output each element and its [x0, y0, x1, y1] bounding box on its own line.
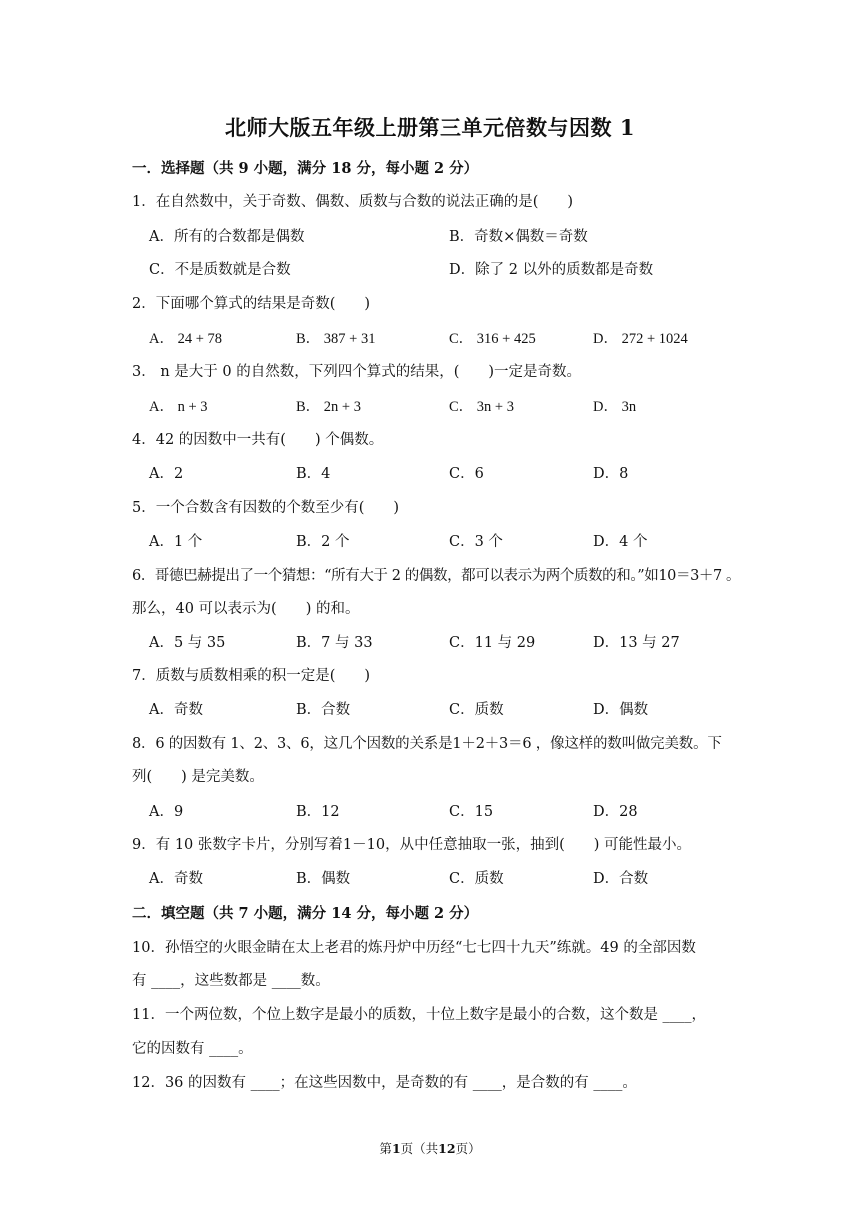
question-8-option-a: A．9	[149, 804, 184, 820]
question-1-option-b: B．奇数×偶数＝奇数	[449, 229, 588, 245]
question-2-option-a: A． 24 + 78	[149, 331, 223, 347]
question-4-stem: 4．42 的因数中一共有( ) 个偶数。	[132, 432, 384, 448]
section-heading-fill-in: 二．填空题（共 7 小题，满分 14 分，每小题 2 分）	[132, 905, 479, 922]
page-footer	[0, 1139, 860, 1157]
question-8-option-d: D．28	[593, 804, 638, 820]
question-11-line-1: 11．一个两位数，个位上数字是最小的质数，十位上数字是最小的合数，这个数是 ____，	[132, 1007, 707, 1023]
question-1-option-c: C．不是质数就是合数	[149, 262, 291, 278]
question-1-option-d: D．除了 2 以外的质数都是奇数	[449, 262, 654, 278]
question-10-line-1: 10．孙悟空的火眼金睛在太上老君的炼丹炉中历经“七七四十九天”练就。49 的全部因数	[132, 940, 696, 956]
footer-total-pages: 12	[438, 1141, 456, 1156]
question-5-option-c: C．3 个	[449, 534, 503, 550]
question-5-option-a: A．1 个	[149, 534, 203, 550]
question-6-option-a: A．5 与 35	[149, 635, 226, 651]
question-9-stem: 9．有 10 张数字卡片，分别写着1－10，从中任意抽取一张，抽到( ) 可能性最小。	[132, 837, 691, 853]
question-10-line-2: 有 ____，这些数都是 ____数。	[132, 973, 330, 989]
question-6-option-b: B．7 与 33	[296, 635, 373, 651]
question-2-option-c: C． 316 + 425	[449, 331, 536, 347]
question-7-stem: 7．质数与质数相乘的积一定是( )	[132, 668, 371, 684]
question-8-option-b: B．12	[296, 804, 340, 820]
question-3-option-b: B． 2n + 3	[296, 399, 361, 415]
question-7-option-d: D．偶数	[593, 702, 649, 718]
question-3-option-d: D． 3n	[593, 399, 637, 415]
question-4-option-d: D．8	[593, 466, 629, 482]
question-7-option-b: B．合数	[296, 702, 351, 718]
question-2-option-d: D． 272 + 1024	[593, 331, 688, 347]
question-11-line-2: 它的因数有 ____。	[132, 1041, 253, 1057]
question-3-stem: 3． n 是大于 0 的自然数，下列四个算式的结果，( )一定是奇数。	[132, 364, 582, 380]
question-4-option-b: B．4	[296, 466, 331, 482]
footer-page-number: 1	[391, 1141, 401, 1156]
question-9-option-d: D．合数	[593, 871, 649, 887]
question-2-option-b: B． 387 + 31	[296, 331, 376, 347]
question-2-stem: 2．下面哪个算式的结果是奇数( )	[132, 296, 371, 312]
question-9-option-b: B．偶数	[296, 871, 351, 887]
question-6-option-c: C．11 与 29	[449, 635, 536, 651]
question-6-stem-line-1: 6．哥德巴赫提出了一个猜想：“所有大于 2 的偶数，都可以表示为两个质数的和。”如10＝3＋7 。	[132, 568, 741, 584]
question-8-stem-line-2: 列( ) 是完美数。	[132, 769, 264, 785]
question-8-option-c: C．15	[449, 804, 494, 820]
question-5-option-d: D．4 个	[593, 534, 648, 550]
question-6-option-d: D．13 与 27	[593, 635, 680, 651]
question-9-option-c: C．质数	[449, 871, 504, 887]
question-6-stem-line-2: 那么，40 可以表示为( ) 的和。	[132, 601, 360, 617]
question-7-option-a: A．奇数	[149, 702, 203, 718]
document-title: 北师大版五年级上册第三单元倍数与因数 1	[225, 115, 635, 140]
footer-prefix: 第	[379, 1141, 392, 1156]
question-5-option-b: B．2 个	[296, 534, 350, 550]
question-8-stem-line-1: 8．6 的因数有 1、2、3、6，这几个因数的关系是1＋2＋3＝6 ，像这样的数叫做完美数。下	[132, 736, 722, 752]
question-4-option-a: A．2	[149, 466, 184, 482]
question-3-option-c: C． 3n + 3	[449, 399, 514, 415]
question-1-option-a: A．所有的合数都是偶数	[149, 229, 305, 245]
question-9-option-a: A．奇数	[149, 871, 203, 887]
question-3-option-a: A． n + 3	[149, 399, 208, 415]
question-5-stem: 5．一个合数含有因数的个数至少有( )	[132, 500, 400, 516]
footer-middle: 页（共	[400, 1141, 439, 1156]
question-1-stem: 1．在自然数中，关于奇数、偶数、质数与合数的说法正确的是( )	[132, 194, 574, 210]
footer-suffix: 页）	[455, 1141, 481, 1156]
question-7-option-c: C．质数	[449, 702, 504, 718]
section-heading-choice: 一．选择题（共 9 小题，满分 18 分，每小题 2 分）	[132, 160, 479, 177]
question-4-option-c: C．6	[449, 466, 484, 482]
question-12-line-1: 12．36 的因数有 ____；在这些因数中，是奇数的有 ____，是合数的有 ____。	[132, 1075, 637, 1091]
